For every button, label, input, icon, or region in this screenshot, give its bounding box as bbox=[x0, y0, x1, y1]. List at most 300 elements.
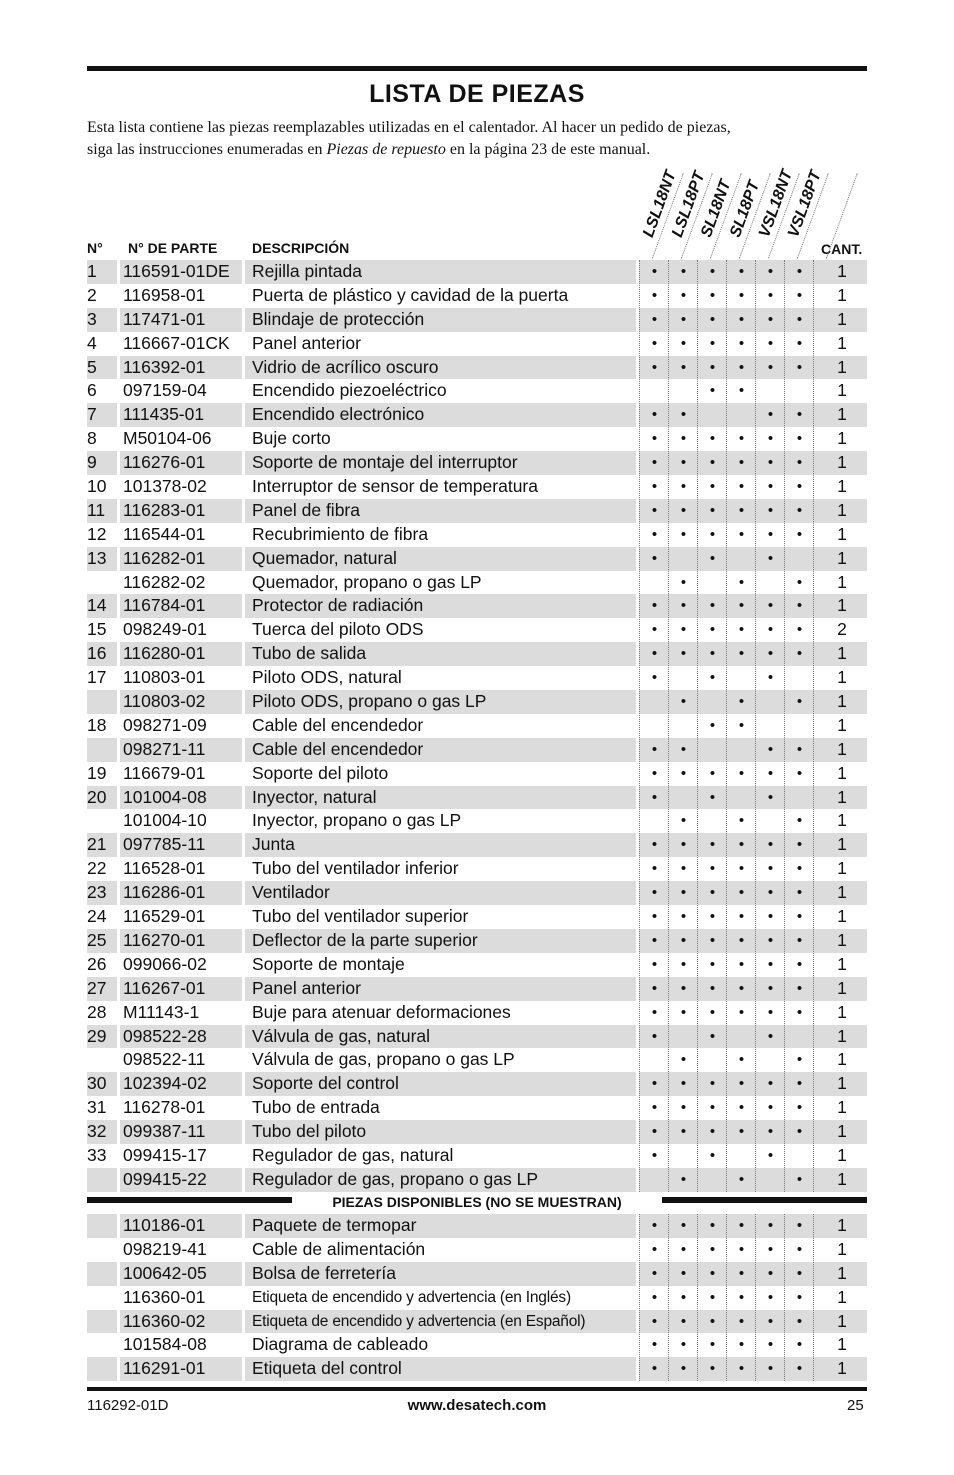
table-row bbox=[87, 809, 867, 833]
part-description: Vidrio de acrílico oscuro bbox=[252, 356, 439, 377]
table-row bbox=[87, 738, 867, 762]
model-applies-dot: • bbox=[796, 1312, 803, 1330]
quantity: 1 bbox=[837, 356, 847, 377]
table-row bbox=[87, 356, 867, 380]
item-number: 31 bbox=[87, 1097, 107, 1118]
model-applies-dot: • bbox=[680, 1075, 687, 1093]
model-applies-dot: • bbox=[680, 979, 687, 997]
part-number: 117471-01 bbox=[123, 308, 206, 329]
model-applies-dot: • bbox=[767, 310, 774, 328]
part-description: Buje para atenuar deformaciones bbox=[252, 1001, 511, 1022]
model-applies-dot: • bbox=[680, 1360, 687, 1378]
model-applies-dot: • bbox=[767, 1217, 774, 1234]
model-applies-dot: • bbox=[767, 406, 774, 424]
part-number: 098522-11 bbox=[123, 1049, 206, 1070]
model-applies-dot: • bbox=[738, 286, 745, 304]
model-applies-dot: • bbox=[651, 310, 658, 328]
part-number: 100642-05 bbox=[123, 1262, 207, 1283]
website-link[interactable]: www.desatech.com bbox=[407, 1397, 547, 1414]
model-applies-dot: • bbox=[651, 860, 658, 878]
model-applies-dot: • bbox=[796, 860, 803, 878]
part-number: 098219-41 bbox=[123, 1238, 207, 1259]
part-number: 116667-01CK bbox=[123, 332, 230, 353]
model-applies-dot: • bbox=[709, 1288, 716, 1306]
table-row bbox=[87, 499, 867, 523]
column-gap bbox=[117, 1286, 120, 1310]
quantity: 1 bbox=[837, 1238, 847, 1259]
page-number: 25 bbox=[847, 1397, 864, 1414]
table-row bbox=[87, 618, 867, 642]
model-applies-dot: • bbox=[680, 1170, 687, 1188]
column-gap bbox=[117, 1357, 120, 1381]
model-applies-dot: • bbox=[796, 406, 803, 424]
table-row bbox=[87, 523, 867, 547]
table-row bbox=[87, 1214, 867, 1238]
model-applies-dot: • bbox=[680, 1264, 687, 1282]
item-number: 10 bbox=[87, 476, 107, 497]
model-applies-dot: • bbox=[709, 669, 716, 687]
model-applies-dot: • bbox=[767, 1099, 774, 1117]
quantity: 1 bbox=[837, 1215, 847, 1235]
top-rule bbox=[87, 66, 867, 71]
table-row bbox=[87, 786, 867, 810]
item-number: 15 bbox=[87, 619, 107, 640]
part-number: 099066-02 bbox=[123, 953, 207, 974]
model-applies-dot: • bbox=[709, 931, 716, 949]
model-applies-dot: • bbox=[680, 501, 687, 519]
table-row bbox=[87, 690, 867, 714]
quantity: 1 bbox=[837, 380, 847, 401]
model-applies-dot: • bbox=[709, 1027, 716, 1045]
table-row bbox=[87, 1072, 867, 1096]
model-applies-dot: • bbox=[738, 1170, 745, 1188]
quantity: 1 bbox=[837, 1097, 847, 1118]
item-number: 19 bbox=[87, 762, 107, 783]
model-applies-dot: • bbox=[767, 908, 774, 926]
item-number: 26 bbox=[87, 953, 107, 974]
model-applies-dot: • bbox=[709, 310, 716, 328]
model-applies-dot: • bbox=[651, 263, 658, 280]
model-applies-dot: • bbox=[738, 1240, 745, 1258]
part-number: 099387-11 bbox=[123, 1121, 206, 1142]
quantity: 1 bbox=[837, 691, 847, 712]
intro-line-1: Esta lista contiene las piezas reemplazables utilizadas en el calentador. Al hacer un pedido de piezas, bbox=[87, 119, 731, 136]
model-applies-dot: • bbox=[709, 621, 716, 639]
model-applies-dot: • bbox=[680, 1099, 687, 1117]
model-applies-dot: • bbox=[651, 1123, 658, 1141]
part-description: Cable del encendedor bbox=[252, 714, 424, 735]
model-applies-dot: • bbox=[680, 812, 687, 830]
model-applies-dot: • bbox=[796, 501, 803, 519]
model-applies-dot: • bbox=[738, 931, 745, 949]
model-applies-dot: • bbox=[796, 454, 803, 472]
model-applies-dot: • bbox=[680, 263, 687, 280]
page-title: LISTA DE PIEZAS bbox=[369, 80, 585, 108]
model-applies-dot: • bbox=[651, 1360, 658, 1378]
column-gap bbox=[117, 809, 120, 833]
model-applies-dot: • bbox=[709, 478, 716, 496]
model-applies-dot: • bbox=[767, 764, 774, 782]
model-applies-dot: • bbox=[738, 836, 745, 854]
part-description: Válvula de gas, propano o gas LP bbox=[252, 1049, 515, 1070]
model-applies-dot: • bbox=[651, 1240, 658, 1258]
part-description: Piloto ODS, natural bbox=[252, 667, 402, 688]
table-row bbox=[87, 1310, 867, 1334]
model-applies-dot: • bbox=[709, 860, 716, 878]
part-number: 098271-11 bbox=[123, 738, 206, 759]
model-applies-dot: • bbox=[738, 1123, 745, 1141]
model-applies-dot: • bbox=[767, 525, 774, 543]
model-applies-dot: • bbox=[767, 1123, 774, 1141]
part-description: Blindaje de protección bbox=[252, 308, 425, 329]
intro-text: en la página 23 de este manual. bbox=[445, 141, 651, 158]
model-applies-dot: • bbox=[651, 549, 658, 567]
part-description: Piloto ODS, propano o gas LP bbox=[252, 691, 487, 712]
part-description: Soporte del piloto bbox=[252, 762, 389, 783]
model-applies-dot: • bbox=[738, 693, 745, 711]
part-number: 098271-09 bbox=[123, 714, 207, 735]
model-applies-dot: • bbox=[709, 1217, 716, 1234]
part-number: 116392-01 bbox=[123, 356, 206, 377]
column-divider bbox=[813, 1214, 814, 1381]
table-row bbox=[87, 1001, 867, 1025]
model-header-vsl18pt bbox=[785, 160, 825, 240]
table-row bbox=[87, 1168, 867, 1192]
model-applies-dot: • bbox=[680, 884, 687, 902]
item-number: 33 bbox=[87, 1144, 107, 1165]
model-applies-dot: • bbox=[767, 979, 774, 997]
model-applies-dot: • bbox=[738, 1360, 745, 1378]
section-separator bbox=[87, 1193, 867, 1213]
item-number: 6 bbox=[87, 380, 97, 401]
model-applies-dot: • bbox=[651, 1146, 658, 1164]
part-description: Encendido piezoeléctrico bbox=[252, 380, 447, 401]
model-header-lsl18nt bbox=[640, 160, 680, 240]
model-applies-dot: • bbox=[680, 525, 687, 543]
column-divider bbox=[726, 260, 727, 1192]
model-applies-dot: • bbox=[738, 716, 745, 734]
table-row bbox=[87, 571, 867, 595]
part-number: M50104-06 bbox=[123, 428, 212, 449]
column-divider bbox=[726, 1214, 727, 1381]
part-number: 116278-01 bbox=[123, 1097, 206, 1118]
model-applies-dot: • bbox=[767, 836, 774, 854]
model-applies-dot: • bbox=[651, 621, 658, 639]
table-row bbox=[87, 953, 867, 977]
part-number: 097159-04 bbox=[123, 380, 207, 401]
model-applies-dot: • bbox=[709, 597, 716, 615]
quantity: 1 bbox=[837, 1310, 847, 1331]
model-applies-dot: • bbox=[680, 1240, 687, 1258]
model-applies-dot: • bbox=[709, 884, 716, 902]
model-applies-dot: • bbox=[709, 955, 716, 973]
item-number: 8 bbox=[87, 428, 97, 449]
quantity: 1 bbox=[837, 738, 847, 759]
table-row bbox=[87, 1144, 867, 1168]
part-number: 116360-02 bbox=[123, 1310, 206, 1331]
model-applies-dot: • bbox=[767, 955, 774, 973]
model-applies-dot: • bbox=[767, 740, 774, 758]
part-description: Interruptor de sensor de temperatura bbox=[252, 476, 538, 497]
bottom-rule bbox=[87, 1387, 867, 1391]
model-applies-dot: • bbox=[738, 430, 745, 448]
quantity: 1 bbox=[837, 834, 847, 855]
model-applies-dot: • bbox=[767, 645, 774, 663]
part-description: Tubo del ventilador inferior bbox=[252, 858, 459, 879]
model-applies-dot: • bbox=[651, 525, 658, 543]
model-applies-dot: • bbox=[796, 1264, 803, 1282]
item-number: 23 bbox=[87, 882, 107, 903]
model-applies-dot: • bbox=[709, 645, 716, 663]
item-number: 17 bbox=[87, 667, 107, 688]
part-description: Rejilla pintada bbox=[252, 261, 362, 281]
part-number: 099415-17 bbox=[123, 1144, 207, 1165]
part-description: Regulador de gas, propano o gas LP bbox=[252, 1168, 539, 1189]
model-label: LSL18NT bbox=[640, 168, 680, 240]
item-number: 22 bbox=[87, 858, 107, 879]
model-applies-dot: • bbox=[709, 286, 716, 304]
model-applies-dot: • bbox=[767, 334, 774, 352]
quantity: 1 bbox=[837, 428, 847, 449]
model-label: SL18NT bbox=[698, 177, 735, 240]
model-applies-dot: • bbox=[738, 310, 745, 328]
item-number: 29 bbox=[87, 1025, 107, 1046]
model-applies-dot: • bbox=[680, 573, 687, 591]
model-applies-dot: • bbox=[796, 286, 803, 304]
model-applies-dot: • bbox=[796, 1240, 803, 1258]
model-applies-dot: • bbox=[738, 525, 745, 543]
part-number: 116958-01 bbox=[123, 284, 206, 305]
model-applies-dot: • bbox=[738, 621, 745, 639]
column-divider bbox=[668, 260, 669, 1192]
table-row bbox=[87, 833, 867, 857]
model-applies-dot: • bbox=[767, 1075, 774, 1093]
model-applies-dot: • bbox=[738, 1217, 745, 1234]
model-applies-dot: • bbox=[709, 501, 716, 519]
column-divider bbox=[697, 260, 698, 1192]
model-label: VSL18PT bbox=[785, 168, 825, 240]
table-row bbox=[87, 403, 867, 427]
model-label: LSL18PT bbox=[669, 169, 709, 240]
model-applies-dot: • bbox=[680, 1288, 687, 1306]
column-divider bbox=[639, 1214, 640, 1381]
column-gap bbox=[117, 1048, 120, 1072]
part-description: Junta bbox=[252, 834, 295, 855]
part-number: 116784-01 bbox=[123, 595, 206, 616]
model-applies-dot: • bbox=[709, 1264, 716, 1282]
model-applies-dot: • bbox=[709, 788, 716, 806]
model-applies-dot: • bbox=[709, 358, 716, 376]
part-number: 116282-02 bbox=[123, 571, 206, 592]
model-applies-dot: • bbox=[651, 740, 658, 758]
quantity: 1 bbox=[837, 476, 847, 497]
model-applies-dot: • bbox=[738, 358, 745, 376]
item-number: 27 bbox=[87, 977, 107, 998]
model-applies-dot: • bbox=[767, 478, 774, 496]
model-applies-dot: • bbox=[680, 358, 687, 376]
model-applies-dot: • bbox=[738, 334, 745, 352]
part-description: Diagrama de cableado bbox=[252, 1334, 429, 1355]
table-row bbox=[87, 332, 867, 356]
part-number: 101378-02 bbox=[123, 476, 207, 497]
table-row bbox=[87, 1262, 867, 1286]
part-number: 111435-01 bbox=[123, 404, 205, 425]
quantity: 1 bbox=[837, 1334, 847, 1355]
model-applies-dot: • bbox=[651, 1264, 658, 1282]
part-number: 110186-01 bbox=[123, 1215, 206, 1235]
model-applies-dot: • bbox=[651, 1027, 658, 1045]
model-applies-dot: • bbox=[651, 764, 658, 782]
quantity: 1 bbox=[837, 977, 847, 998]
model-applies-dot: • bbox=[796, 1360, 803, 1378]
quantity: 1 bbox=[837, 786, 847, 807]
model-applies-dot: • bbox=[709, 908, 716, 926]
model-applies-dot: • bbox=[680, 1003, 687, 1021]
table-row bbox=[87, 881, 867, 905]
model-applies-dot: • bbox=[796, 478, 803, 496]
quantity: 1 bbox=[837, 1144, 847, 1165]
table-row bbox=[87, 379, 867, 403]
item-number: 30 bbox=[87, 1073, 107, 1094]
item-number: 7 bbox=[87, 404, 97, 425]
model-applies-dot: • bbox=[680, 478, 687, 496]
model-applies-dot: • bbox=[738, 860, 745, 878]
model-applies-dot: • bbox=[738, 454, 745, 472]
model-applies-dot: • bbox=[796, 979, 803, 997]
model-applies-dot: • bbox=[651, 669, 658, 687]
doc-number: 116292-01D bbox=[87, 1397, 169, 1414]
item-number: 4 bbox=[87, 332, 97, 353]
column-divider bbox=[668, 1214, 669, 1381]
model-applies-dot: • bbox=[767, 788, 774, 806]
model-applies-dot: • bbox=[651, 358, 658, 376]
model-applies-dot: • bbox=[709, 1240, 716, 1258]
model-applies-dot: • bbox=[796, 1123, 803, 1141]
model-applies-dot: • bbox=[738, 1264, 745, 1282]
model-applies-dot: • bbox=[796, 525, 803, 543]
model-applies-dot: • bbox=[709, 430, 716, 448]
model-applies-dot: • bbox=[651, 597, 658, 615]
part-number: 097785-11 bbox=[123, 834, 206, 855]
table-row bbox=[87, 1120, 867, 1144]
model-applies-dot: • bbox=[651, 1099, 658, 1117]
model-applies-dot: • bbox=[680, 430, 687, 448]
part-description: Soporte de montaje del interruptor bbox=[252, 452, 518, 473]
table-row bbox=[87, 1096, 867, 1120]
model-label: SL18PT bbox=[727, 178, 764, 240]
part-description: Inyector, propano o gas LP bbox=[252, 810, 462, 831]
model-applies-dot: • bbox=[680, 955, 687, 973]
available-parts-table bbox=[87, 1214, 867, 1381]
item-number: 11 bbox=[87, 499, 106, 520]
part-description: Encendido electrónico bbox=[252, 404, 425, 425]
part-description: Quemador, propano o gas LP bbox=[252, 571, 482, 592]
part-description: Paquete de termopar bbox=[252, 1215, 417, 1235]
model-applies-dot: • bbox=[796, 573, 803, 591]
model-applies-dot: • bbox=[796, 334, 803, 352]
model-applies-dot: • bbox=[767, 286, 774, 304]
model-applies-dot: • bbox=[767, 430, 774, 448]
part-description: Protector de radiación bbox=[252, 595, 424, 616]
model-applies-dot: • bbox=[767, 1264, 774, 1282]
model-applies-dot: • bbox=[680, 1312, 687, 1330]
model-applies-dot: • bbox=[796, 1099, 803, 1117]
model-applies-dot: • bbox=[796, 812, 803, 830]
model-applies-dot: • bbox=[709, 525, 716, 543]
model-applies-dot: • bbox=[796, 1051, 803, 1069]
table-row bbox=[87, 1286, 867, 1310]
quantity: 1 bbox=[837, 404, 847, 425]
item-number: 3 bbox=[87, 308, 97, 329]
model-applies-dot: • bbox=[651, 1288, 658, 1306]
table-row bbox=[87, 260, 867, 284]
model-applies-dot: • bbox=[651, 1312, 658, 1330]
model-applies-dot: • bbox=[796, 931, 803, 949]
model-applies-dot: • bbox=[796, 836, 803, 854]
model-applies-dot: • bbox=[767, 263, 774, 280]
item-number: 13 bbox=[87, 547, 107, 568]
item-number: 1 bbox=[87, 261, 97, 281]
model-applies-dot: • bbox=[680, 740, 687, 758]
part-number: 116529-01 bbox=[123, 906, 206, 927]
model-applies-dot: • bbox=[709, 549, 716, 567]
quantity: 1 bbox=[837, 1049, 847, 1070]
intro-line-2 bbox=[87, 139, 869, 161]
quantity: 1 bbox=[837, 906, 847, 927]
model-applies-dot: • bbox=[796, 310, 803, 328]
model-applies-dot: • bbox=[709, 979, 716, 997]
model-applies-dot: • bbox=[651, 1003, 658, 1021]
model-applies-dot: • bbox=[680, 1123, 687, 1141]
model-applies-dot: • bbox=[796, 1003, 803, 1021]
part-number: 116291-01 bbox=[123, 1358, 206, 1379]
model-applies-dot: • bbox=[796, 621, 803, 639]
item-number: 9 bbox=[87, 452, 97, 473]
model-applies-dot: • bbox=[680, 621, 687, 639]
part-number: 101004-10 bbox=[123, 810, 207, 831]
quantity: 1 bbox=[837, 1286, 847, 1307]
model-applies-dot: • bbox=[680, 860, 687, 878]
quantity: 1 bbox=[837, 1073, 847, 1094]
header-num: N° bbox=[87, 240, 103, 256]
model-applies-dot: • bbox=[738, 263, 745, 280]
quantity: 1 bbox=[837, 953, 847, 974]
model-applies-dot: • bbox=[796, 693, 803, 711]
table-row bbox=[87, 642, 867, 666]
part-description: Tubo del ventilador superior bbox=[252, 906, 469, 927]
table-row bbox=[87, 714, 867, 738]
model-label: VSL18NT bbox=[756, 167, 797, 240]
part-number: 116360-01 bbox=[123, 1286, 206, 1307]
part-number: 116267-01 bbox=[123, 977, 206, 998]
column-gap bbox=[117, 738, 120, 762]
model-applies-dot: • bbox=[709, 1360, 716, 1378]
item-number: 18 bbox=[87, 714, 107, 735]
quantity: 1 bbox=[837, 595, 847, 616]
column-divider bbox=[784, 1214, 785, 1381]
model-applies-dot: • bbox=[709, 334, 716, 352]
table-row bbox=[87, 977, 867, 1001]
model-applies-dot: • bbox=[651, 645, 658, 663]
model-applies-dot: • bbox=[767, 621, 774, 639]
table-row bbox=[87, 308, 867, 332]
quantity: 1 bbox=[837, 643, 847, 664]
model-applies-dot: • bbox=[738, 1312, 745, 1330]
quantity: 1 bbox=[837, 1168, 847, 1189]
model-applies-dot: • bbox=[680, 286, 687, 304]
model-applies-dot: • bbox=[738, 764, 745, 782]
model-header-vsl18nt bbox=[756, 160, 797, 240]
